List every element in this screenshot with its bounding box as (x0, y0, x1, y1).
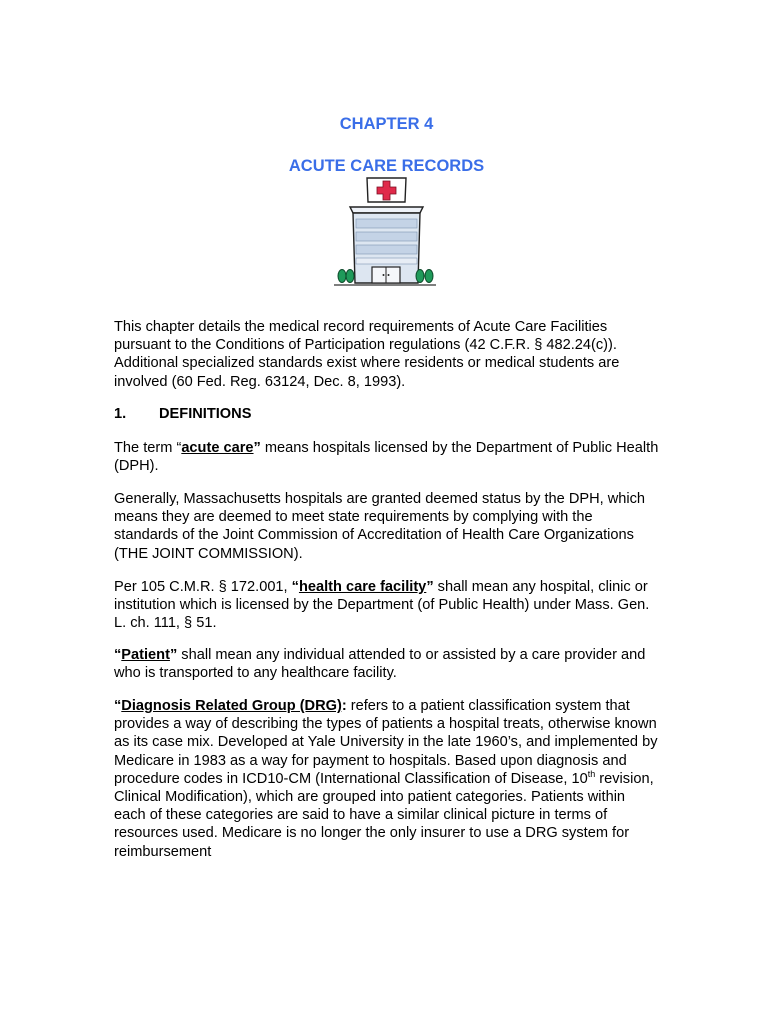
drg-text-2: revision, Clinical Modification), which are grouped into patient categories. Patients within each of these categories are said to have a similar clinical picture in terms of resources used. Medicare is no longer the only insurer to use a DRG system for reimbursement (114, 770, 654, 860)
section-title: DEFINITIONS (159, 406, 252, 422)
intro-paragraph: This chapter details the medical record requirements of Acute Care Facilities pursuant to the Conditions of Participation regulations (42 C.F.R. § 482.24(c)). Additional specialized standards exist where residents or medical students are involved (60 Fed. Reg. 63124, Dec. 8, 1993). (114, 319, 620, 390)
patient-close-quote: ” (169, 647, 178, 663)
term-health-care-facility: health care facility (298, 579, 427, 595)
patient-open-quote: “ (114, 647, 122, 663)
facility-text-before: Per 105 C.M.R. § 172.001, (114, 579, 292, 595)
hospital-building-icon (334, 175, 439, 290)
facility-open-quote: “ (291, 579, 299, 595)
acute-text-after: means hospitals licensed by the Department of Public Health (DPH). (114, 440, 659, 475)
acute-text-before: The term “ (114, 440, 182, 456)
facility-close-quote: ” (426, 579, 434, 595)
facility-text-after: shall mean any hospital, clinic or institution which is licensed by the Department (of Public Health) under Mass. Gen. L. ch. 111, § 51. (114, 579, 650, 632)
definition-drg (114, 697, 659, 861)
patient-text-after: shall mean any individual attended to or assisted by a care provider and who is transported to any healthcare facility. (114, 647, 646, 682)
definition-patient (114, 646, 659, 682)
term-acute-care: acute care (181, 440, 254, 456)
chapter-title: ACUTE CARE RECORDS (288, 157, 485, 175)
acute-close-quote: ” (253, 440, 261, 456)
term-drg: Diagnosis Related Group (DRG) (121, 698, 342, 714)
drg-colon: : (341, 698, 347, 714)
definition-health-care-facility (114, 578, 659, 633)
drg-text-1: refers to a patient classification system that provides a way of describing the types of patients a hospital treats, otherwise known as its case mix. Developed at Yale University in the late 1960’s, and implemented by Medicare in 1983 as a way for payment to hospitals. Based upon diagnosis and procedure codes in ICD10-CM (International Classification of Disease, 10 (114, 698, 658, 787)
term-patient: Patient (121, 647, 170, 663)
chapter-heading: CHAPTER 4 (339, 115, 434, 133)
drg-open-quote: “ (114, 698, 122, 714)
drg-superscript: th (587, 768, 596, 779)
definition-acute-care (114, 439, 659, 475)
section-number: 1. (114, 406, 127, 422)
deemed-status-paragraph: Generally, Massachusetts hospitals are granted deemed status by the DPH, which means they are deemed to meet state requirements by complying with the standards of the Joint Commission of Accreditation of Health Care Organizations (THE JOINT COMMISSION). (114, 491, 646, 562)
section-heading (114, 405, 659, 423)
